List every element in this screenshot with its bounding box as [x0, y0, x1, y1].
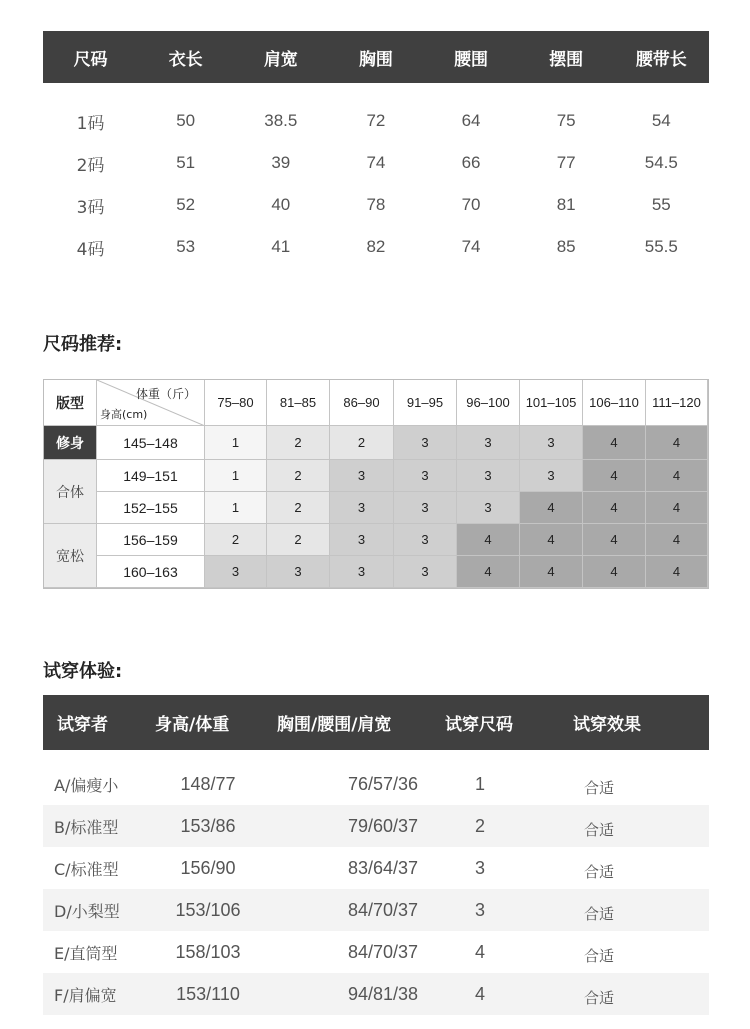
trial-cell: D/小梨型: [54, 901, 120, 921]
recommend-title: 尺码推荐:: [43, 334, 123, 355]
size-header-shoulder: 肩宽: [263, 49, 298, 70]
trial-header-height-weight: 身高/体重: [155, 715, 230, 735]
trial-table-header: [43, 695, 709, 750]
version-label: 版型: [44, 380, 97, 426]
recommend-cell: 2: [267, 426, 330, 460]
size-cell: 50: [176, 111, 196, 130]
size-row: [43, 226, 709, 268]
height-header: 160–163: [97, 556, 205, 588]
trial-cell: 合适: [584, 946, 615, 965]
recommend-cell: 4: [520, 556, 583, 588]
recommend-cell: 2: [267, 492, 330, 524]
size-cell: 1码: [76, 113, 105, 134]
size-header-size: 尺码: [73, 49, 108, 70]
recommend-cell: 3: [330, 460, 394, 492]
recommend-cell: 3: [394, 460, 457, 492]
size-cell: 2码: [76, 155, 105, 176]
recommend-cell: 3: [394, 426, 457, 460]
weight-header: 106–110: [583, 380, 646, 426]
trial-header-effect: 试穿效果: [573, 715, 641, 735]
weight-header: 96–100: [457, 380, 520, 426]
trial-cell: 76/57/36: [347, 773, 419, 794]
recommend-cell: 3: [520, 460, 583, 492]
size-cell: 64: [461, 111, 481, 130]
height-header: 156–159: [97, 524, 205, 556]
recommend-cell: 3: [394, 492, 457, 524]
size-cell: 52: [176, 195, 196, 214]
trial-cell: 156/90: [180, 857, 236, 878]
trial-row: [43, 931, 709, 973]
recommend-cell: 3: [330, 524, 394, 556]
trial-cell: 合适: [584, 862, 615, 881]
height-label: 身高(cm): [100, 408, 148, 421]
trial-table-body: [43, 763, 709, 1015]
trial-cell: 2: [474, 815, 485, 836]
recommend-cell: 3: [205, 556, 267, 588]
trial-header-measurements: 胸围/腰围/肩宽: [277, 715, 392, 735]
recommend-cell: 4: [520, 492, 583, 524]
size-cell: 41: [271, 237, 291, 256]
recommend-cell: 3: [520, 426, 583, 460]
trial-cell: B/标准型: [54, 817, 119, 837]
recommend-cell: 2: [205, 524, 267, 556]
size-cell: 4码: [76, 239, 105, 260]
recommend-cell: 3: [330, 492, 394, 524]
size-cell: 39: [271, 153, 291, 172]
trial-cell: 3: [474, 899, 485, 920]
trial-cell: 84/70/37: [347, 941, 419, 962]
weight-header: 91–95: [394, 380, 457, 426]
trial-cell: 94/81/38: [347, 983, 419, 1004]
size-cell: 54: [651, 111, 671, 130]
trial-cell: 153/110: [176, 983, 240, 1004]
trial-cell: 4: [474, 983, 485, 1004]
recommend-cell: 2: [330, 426, 394, 460]
recommend-cell: 4: [646, 460, 708, 492]
recommend-cell: 4: [520, 524, 583, 556]
trial-row: [43, 973, 709, 1015]
fit-regular: 合体: [44, 460, 97, 524]
fit-loose: 宽松: [44, 524, 97, 588]
weight-header: 86–90: [330, 380, 394, 426]
height-header: 149–151: [97, 460, 205, 492]
trial-cell: 84/70/37: [347, 899, 419, 920]
recommend-cell: 4: [583, 460, 646, 492]
size-row: [43, 100, 709, 142]
trial-cell: 合适: [584, 988, 615, 1007]
recommend-cell: 4: [646, 556, 708, 588]
height-header: 152–155: [97, 492, 205, 524]
size-cell: 3码: [76, 197, 105, 218]
recommend-cell: 3: [330, 556, 394, 588]
trial-cell: 79/60/37: [347, 815, 419, 836]
trial-header-person: 试穿者: [57, 715, 108, 735]
recommend-cell: 2: [267, 460, 330, 492]
weight-header: 81–85: [267, 380, 330, 426]
recommend-cell: 2: [267, 524, 330, 556]
weight-label: 体重（斤）: [135, 387, 196, 401]
trial-cell: 153/106: [175, 899, 241, 920]
weight-header: 111–120: [646, 380, 708, 426]
size-row: [43, 142, 709, 184]
trial-cell: 148/77: [180, 773, 236, 794]
size-cell: 78: [366, 195, 386, 214]
fit-slim: 修身: [44, 426, 97, 460]
weight-header: 75–80: [205, 380, 267, 426]
recommend-cell: 3: [267, 556, 330, 588]
recommend-cell: 4: [583, 556, 646, 588]
recommend-cell: 1: [205, 492, 267, 524]
size-cell: 38.5: [264, 111, 298, 130]
size-header-belt: 腰带长: [635, 49, 687, 70]
recommend-cell: 4: [646, 492, 708, 524]
recommend-cell: 3: [457, 426, 520, 460]
size-header-waist: 腰围: [454, 49, 489, 70]
size-cell: 77: [556, 153, 576, 172]
trial-row: [43, 847, 709, 889]
recommend-cell: 4: [646, 524, 708, 556]
trial-row: [43, 889, 709, 931]
size-cell: 82: [366, 237, 386, 256]
size-cell: 53: [176, 237, 196, 256]
trial-cell: 合适: [584, 904, 615, 923]
recommend-cell: 4: [646, 426, 708, 460]
recommend-cell: 4: [583, 524, 646, 556]
size-cell: 81: [556, 195, 576, 214]
size-cell: 70: [461, 195, 481, 214]
trial-header-size: 试穿尺码: [445, 715, 513, 735]
trial-cell: 合适: [584, 778, 615, 797]
recommend-cell: 4: [457, 524, 520, 556]
recommend-cell: 3: [394, 524, 457, 556]
size-cell: 55.5: [644, 237, 678, 256]
recommend-grid: [43, 379, 709, 589]
trial-row: [43, 805, 709, 847]
size-cell: 66: [461, 153, 481, 172]
size-cell: 72: [366, 111, 386, 130]
recommend-corner: [44, 380, 205, 426]
size-cell: 74: [461, 237, 481, 256]
recommend-cell: 1: [205, 426, 267, 460]
size-cell: 54.5: [644, 153, 678, 172]
recommend-cell: 1: [205, 460, 267, 492]
recommend-cell: 4: [583, 426, 646, 460]
size-row: [43, 184, 709, 226]
size-header-bust: 胸围: [358, 49, 393, 70]
trial-cell: A/偏瘦小: [54, 775, 119, 795]
trial-cell: 4: [474, 941, 485, 962]
size-table-header: [43, 31, 709, 83]
size-table-body: [43, 100, 709, 268]
trial-cell: F/肩偏宽: [54, 985, 117, 1005]
size-cell: 51: [176, 153, 196, 172]
recommend-cell: 3: [457, 492, 520, 524]
trial-cell: 158/103: [175, 941, 241, 962]
recommend-cell: 4: [583, 492, 646, 524]
size-cell: 75: [556, 111, 576, 130]
size-header-hem: 摆围: [549, 49, 584, 70]
height-header: 145–148: [97, 426, 205, 460]
size-header-length: 衣长: [168, 49, 203, 70]
trial-cell: 153/86: [180, 815, 236, 836]
size-cell: 55: [651, 195, 671, 214]
trial-cell: 1: [474, 773, 485, 794]
size-cell: 85: [556, 237, 576, 256]
trial-cell: 合适: [584, 820, 615, 839]
trial-cell: 3: [474, 857, 485, 878]
size-cell: 40: [271, 195, 291, 214]
recommend-cell: 3: [457, 460, 520, 492]
size-cell: 74: [366, 153, 386, 172]
recommend-cell: 3: [394, 556, 457, 588]
trial-cell: E/直筒型: [54, 943, 118, 963]
trial-cell: 83/64/37: [347, 857, 419, 878]
trial-title: 试穿体验:: [43, 661, 123, 682]
weight-header: 101–105: [520, 380, 583, 426]
trial-cell: C/标准型: [54, 859, 119, 879]
recommend-cell: 4: [457, 556, 520, 588]
trial-row: [43, 763, 709, 805]
